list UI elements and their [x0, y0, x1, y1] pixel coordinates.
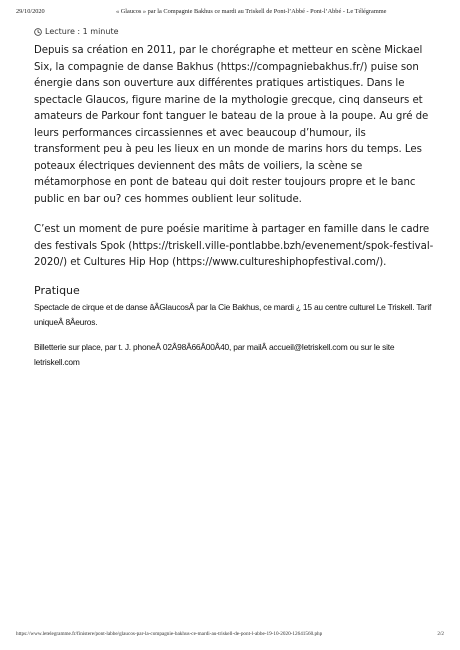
pratique-heading: Pratique [34, 283, 80, 297]
page-number: 2/2 [437, 631, 444, 637]
print-header [0, 8, 460, 20]
print-footer [0, 631, 460, 641]
print-page-title: « Glaucos » par la Compagnie Bakhus ce mardi au Triskell de Pont-l’Abbé - Pont-l’Abbé - Le Télégramme [116, 8, 387, 15]
pratique-details: Spectacle de cirque et de danse âÂGlaucosÂ par la Cie Bakhus, ce mardi ¿ 15 au centre culturel Le Triskell. Tarif uniqueÂ 8Âeuros. [34, 301, 432, 327]
clock-icon [34, 28, 42, 36]
article-paragraph-2: C’est un moment de pure poésie maritime à partager en famille dans le cadre des festivals Spok (https://triskell.ville-pontlabbe.bzh/evenement/spok-festival-2020/) et Cultures Hip Hop (https://www.cultureshiphopfestival.com/). [34, 224, 434, 268]
print-url: https://www.letelegramme.fr/finistere/pont-labbe/glaucos-par-la-compagnie-bakhus-ce-mardi-au-triskell-de-pont-l-abbe-19-10-2020-12641560.php [16, 631, 323, 637]
reading-time-label: Lecture : 1 minute [45, 27, 119, 36]
article-paragraph-1: Depuis sa création en 2011, par le chorégraphe et metteur en scène Mickael Six, la compagnie de danse Bakhus (https://compagniebakhus.fr/) puise son énergie dans son ouverture aux différentes pratiques artistiques. Dans le spectacle Glaucos, figure marine de la mythologie grecque, cinq danseurs et amateurs de Parkour font tanguer le bateau de la proue à la poupe. Au gré de leurs performances circassiennes et avec beaucoup d’humour, ils transforment peu à peu les lieux en un monde de marins hors du temps. Les poteaux électriques deviennent des mâts de voiliers, la scène se métamorphose en pont de bateau qui doit rester toujours propre et le banc public en bar ou? ces hommes oublient leur solitude. [34, 45, 429, 205]
pratique-tickets: Billetterie sur place, par t. J. phoneÂ 02Â98Â66Â00Â40, par mailÂ accueil@letriskell.com ou sur le site letriskell.com [34, 341, 395, 367]
reading-time [34, 27, 119, 36]
print-date: 29/10/2020 [16, 8, 45, 15]
article-body [34, 43, 434, 370]
